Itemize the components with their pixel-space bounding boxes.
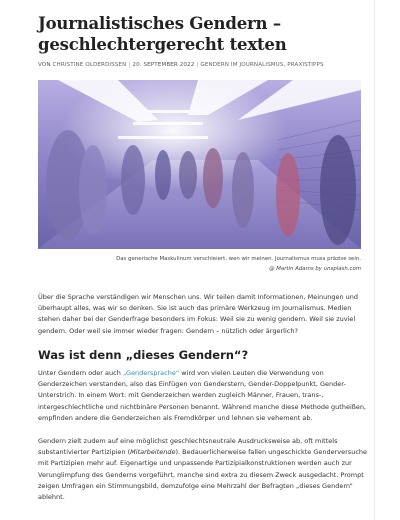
article-title: Journalistisches Gendern – geschlechtergerecht texten — [38, 14, 287, 54]
image-credit: @ Martin Adams by unsplash.com — [269, 266, 361, 272]
hero-image-illustration — [38, 80, 361, 249]
meta-separator: | — [128, 62, 131, 68]
paragraph-text: ). Bedauerlicherweise fallen ungeschickte Genderversuche mit Partizipien mehr auf. Eigenartige und unpassende Partizipialkonstruktionen werden auch zur Verunglimpfung des Genderns vorgeführt, manche sind extra zu diesem Zweck ausgedacht. Prompt zeigen Umfragen ein Stimmungsbild, demzufolge eine Mehrzahl der Befragten „dieses Gendern“ ablehnt. — [38, 448, 368, 502]
paragraph-text: Gendern zielt zudem auf eine möglichst geschlechtsneutrale Ausdrucksweise ab, oft mittels substantivierter Partizipien ( — [38, 437, 338, 457]
paragraph-text: Unter Gendern oder auch — [38, 369, 123, 377]
category-link-praxistipps[interactable]: PRAXISTIPPS — [287, 62, 324, 68]
paragraph-partizipien — [38, 436, 368, 503]
paragraph-intro: Über die Sprache verständigen wir Menschen uns. Wir teilen damit Informationen, Meinungen und überhaupt alles, was wir so denken. Sie ist auch das primäre Werkzeug im Journalismus. Medien stehen daher bei der Genderfrage besonders im Fokus: Weil sie zu wenig gendern. Weil sie zuviel gendern. Oder weil sie immer wieder fragen: Gendern – nützlich oder ärgerlich? — [38, 293, 359, 335]
post-date: 20. SEPTEMBER 2022 — [132, 62, 195, 68]
page-edge-line — [374, 0, 375, 520]
emphasis-mitarbeitende: Mitarbeitende — [130, 448, 176, 457]
meta-by-label: VON — [38, 62, 51, 68]
section-heading: Was ist denn „dieses Gendern“? — [38, 348, 249, 362]
article-meta — [38, 61, 370, 69]
category-link-gendern[interactable]: GENDERN IM JOURNALISMUS — [200, 62, 284, 68]
paragraph-gendersprache — [38, 368, 368, 424]
image-caption — [38, 254, 361, 274]
hero-image — [38, 80, 361, 249]
image-caption-text: Das generische Maskulinum verschleiert, wen wir meinen. Journalismus muss präzise sein. — [116, 256, 361, 262]
meta-separator: | — [196, 62, 199, 68]
paragraph-text: wird von vielen Leuten die Verwendung von Genderzeichen verstanden, also das Einfügen von Genderstern, Gender-Doppelpunkt, Gender-Unterstrich. In einem Wort: mit Genderzeichen werden zugleich Männer, Frauen, trans-, intergeschlechtliche und nichtbinäre Personen benannt. Während manche diese Methode gutheißen, empfinden andere die Genderzeichen als Fremdkörper und lehnen sie vehement ab. — [38, 369, 367, 422]
meta-comma: , — [283, 62, 288, 68]
author-link[interactable]: CHRISTINE OLDERDISSEN — [52, 62, 127, 68]
gendersprache-link[interactable]: „Gendersprache“ — [122, 369, 180, 377]
